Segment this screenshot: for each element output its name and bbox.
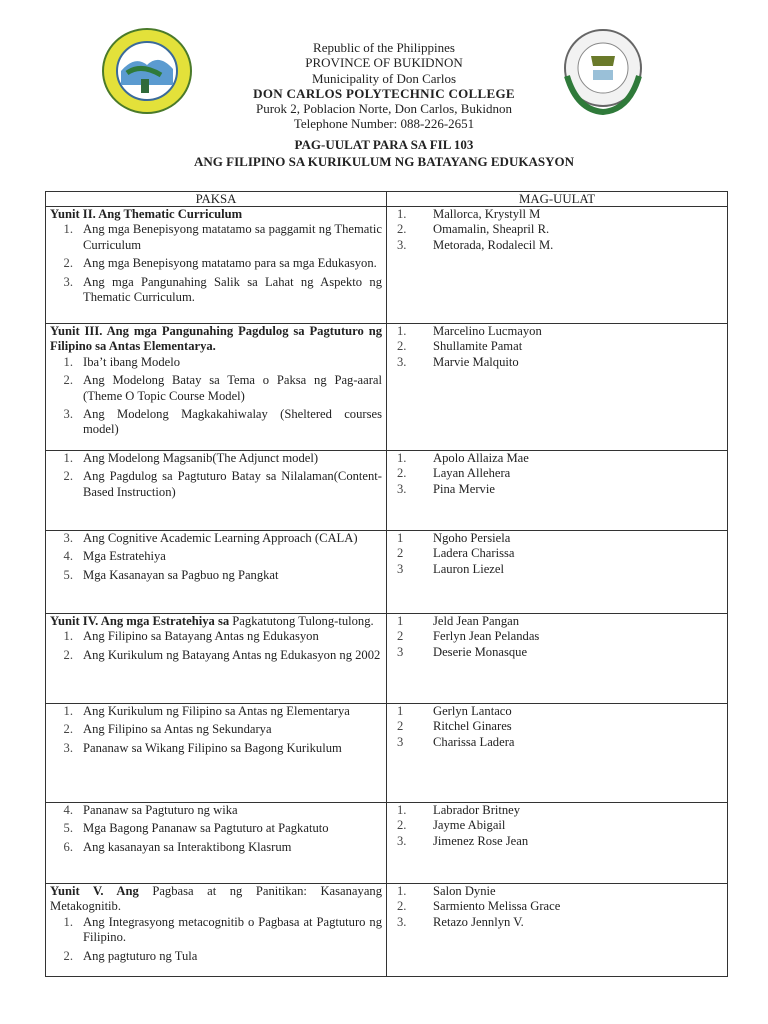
topic-item — [50, 373, 382, 404]
reporter-name: Jeld Jean Pangan — [433, 614, 520, 628]
reporter-item — [387, 735, 723, 750]
reporter-number: 2. — [397, 818, 407, 833]
reporter-number: 1 — [397, 531, 404, 545]
topic-item — [50, 648, 382, 663]
report-assignment-table — [45, 191, 728, 977]
title-line-2: ANG FILIPINO SA KURIKULUM NG BATAYANG EDUKASYON — [194, 154, 574, 169]
topic-item — [50, 469, 382, 500]
unit-heading-bold: Yunit II. Ang Thematic Curriculum — [50, 207, 243, 221]
reporter-item — [387, 803, 723, 818]
topic-item — [50, 355, 382, 370]
reporter-number: 3. — [397, 354, 407, 369]
reporter-name: Deserie Monasque — [433, 644, 528, 659]
reporter-item — [387, 614, 723, 629]
title-line-1: PAG-UULAT PARA SA FIL 103 — [294, 137, 474, 152]
mag-uulat-cell — [387, 451, 728, 531]
table-row — [46, 531, 728, 614]
unit-heading — [50, 614, 382, 629]
topic-item — [50, 549, 382, 564]
topic-number: 5. — [63, 821, 73, 836]
reporter-item — [387, 818, 723, 833]
reporter-name: Marcelino Lucmayon — [433, 324, 542, 338]
reporter-item — [387, 466, 723, 481]
table-row — [46, 207, 728, 324]
paksa-cell — [46, 324, 387, 451]
unit-heading — [50, 884, 382, 915]
topic-item — [50, 629, 382, 644]
reporter-item — [387, 238, 723, 253]
topic-item — [50, 568, 382, 583]
reporter-number: 3 — [397, 734, 404, 749]
reporter-list — [387, 324, 723, 370]
reporter-number: 2. — [397, 339, 407, 354]
reporter-list — [387, 704, 723, 750]
unit-heading-rest: Pagkatutong Tulong-tulong. — [229, 614, 374, 628]
college-name: DON CARLOS POLYTECHNIC COLLEGE — [253, 85, 515, 101]
topic-text: Ang mga Pangunahing Salik sa Lahat ng Aspekto ng Thematic Curriculum. — [83, 274, 382, 305]
reporter-item — [387, 546, 723, 561]
topic-text: Ang mga Benepisyong matatamo para sa mga Edukasyon. — [83, 256, 377, 271]
reporter-name: Jimenez Rose Jean — [433, 833, 529, 848]
reporter-name: Marvie Malquito — [433, 354, 519, 369]
topic-text: Ang Filipino sa Batayang Antas ng Edukasyon — [83, 629, 319, 644]
reporter-item — [387, 562, 723, 577]
topic-text: Ang Kurikulum ng Batayang Antas ng Edukasyon ng 2002 — [83, 647, 381, 662]
paksa-cell — [46, 531, 387, 614]
topic-item — [50, 704, 382, 719]
reporter-item — [387, 704, 723, 719]
unit-heading-bold: Yunit IV. Ang mga Estratehiya sa — [50, 614, 230, 628]
table-header-row — [46, 192, 728, 207]
column-header-paksa: PAKSA — [46, 192, 387, 207]
reporter-number: 2. — [397, 899, 407, 914]
reporter-item — [387, 451, 723, 466]
topic-item — [50, 840, 382, 855]
reporter-number: 2 — [397, 719, 404, 734]
topic-item — [50, 821, 382, 836]
topic-list — [50, 355, 382, 438]
reporter-name: Apolo Allaiza Mae — [433, 451, 529, 465]
topic-text: Iba’t ibang Modelo — [83, 354, 180, 369]
unit-heading-rest: Pagbasa at ng Panitikan: Kasanayang Metakognitib. — [50, 884, 382, 914]
topic-text: Ang Kurikulum ng Filipino sa Antas ng Elementarya — [83, 704, 350, 718]
reporter-item — [387, 834, 723, 849]
reporter-number: 2 — [397, 546, 404, 561]
reporter-name: Salon Dynie — [433, 884, 496, 898]
reporter-list — [387, 207, 723, 253]
paksa-cell — [46, 704, 387, 803]
reporter-number: 1. — [397, 451, 407, 465]
reporter-item — [387, 629, 723, 644]
reporter-number: 2 — [397, 629, 404, 644]
reporter-item — [387, 482, 723, 497]
province-line: PROVINCE OF BUKIDNON — [305, 55, 463, 71]
reporter-number: 1. — [397, 803, 407, 817]
topic-number: 4. — [63, 803, 73, 817]
reporter-item — [387, 207, 723, 222]
reporter-number: 3. — [397, 833, 407, 848]
table-row — [46, 803, 728, 884]
topic-number: 1. — [63, 629, 73, 644]
reporter-name: Mallorca, Krystyll M — [433, 207, 541, 221]
topic-text: Ang kasanayan sa Interaktibong Klasrum — [83, 839, 292, 854]
reporter-item — [387, 339, 723, 354]
unit-heading-bold: Yunit V. Ang — [50, 884, 139, 898]
topic-number: 1. — [63, 914, 73, 929]
reporter-item — [387, 324, 723, 339]
topic-number: 3. — [63, 407, 73, 422]
topic-number: 1. — [63, 354, 73, 369]
topic-text: Ang mga Benepisyong matatamo sa paggamit ng Thematic Curriculum — [83, 222, 382, 252]
topic-list — [50, 803, 382, 855]
topic-text: Ang Modelong Magsanib(The Adjunct model) — [83, 451, 319, 465]
topic-text: Ang Modelong Magkakahiwalay (Sheltered courses model) — [83, 407, 382, 437]
reporter-number: 3 — [397, 644, 404, 659]
reporter-number: 3. — [397, 914, 407, 929]
address-line: Purok 2, Poblacion Norte, Don Carlos, Bukidnon — [255, 101, 512, 117]
topic-item — [50, 915, 382, 946]
reporter-item — [387, 915, 723, 930]
topic-item — [50, 222, 382, 253]
paksa-cell — [46, 803, 387, 884]
mag-uulat-cell — [387, 324, 728, 451]
topic-number: 3. — [63, 531, 73, 545]
reporter-name: Ferlyn Jean Pelandas — [433, 629, 540, 644]
document-title — [0, 136, 768, 170]
reporter-number: 1. — [397, 324, 407, 338]
reporter-number: 3 — [397, 561, 404, 576]
topic-number: 3. — [63, 740, 73, 755]
topic-text: Mga Estratehiya — [83, 549, 166, 564]
paksa-cell — [46, 884, 387, 977]
topic-number: 1. — [63, 704, 73, 718]
topic-text: Mga Kasanayan sa Pagbuo ng Pangkat — [83, 567, 279, 582]
topic-text: Ang Integrasyong metacognitib o Pagbasa at Pagtuturo ng Filipino. — [83, 914, 382, 945]
table-row — [46, 704, 728, 803]
mag-uulat-cell — [387, 531, 728, 614]
topic-number: 2. — [63, 256, 73, 271]
mag-uulat-cell — [387, 803, 728, 884]
topic-list — [50, 704, 382, 756]
reporter-item — [387, 884, 723, 899]
reporter-name: Jayme Abigail — [433, 818, 506, 833]
table-row — [46, 451, 728, 531]
topic-number: 2. — [63, 373, 73, 388]
topic-list — [50, 451, 382, 500]
table-row — [46, 614, 728, 704]
topic-number: 1. — [63, 451, 73, 465]
paksa-cell — [46, 451, 387, 531]
topic-item — [50, 451, 382, 466]
paksa-cell — [46, 207, 387, 324]
reporter-name: Retazo Jennlyn V. — [433, 914, 524, 929]
unit-heading — [50, 324, 382, 355]
topic-number: 3. — [63, 274, 73, 289]
reporter-item — [387, 899, 723, 914]
topic-number: 4. — [63, 549, 73, 564]
topic-list — [50, 531, 382, 583]
republic-line: Republic of the Philippines — [313, 40, 455, 55]
topic-text: Ang pagtuturo ng Tula — [83, 948, 198, 963]
reporter-item — [387, 719, 723, 734]
topic-number: 2. — [63, 722, 73, 737]
topic-number: 6. — [63, 839, 73, 854]
reporter-name: Gerlyn Lantaco — [433, 704, 512, 718]
phone-line: Telephone Number: 088-226-2651 — [293, 116, 475, 132]
table-row — [46, 884, 728, 977]
topic-number: 2. — [63, 469, 73, 484]
municipality-line: Municipality of Don Carlos — [311, 70, 457, 86]
reporter-name: Sarmiento Melissa Grace — [433, 899, 561, 914]
reporter-name: Ladera Charissa — [433, 546, 515, 561]
topic-text: Mga Bagong Pananaw sa Pagtuturo at Pagkatuto — [83, 821, 329, 836]
topic-list — [50, 222, 382, 305]
topic-number: 2. — [63, 948, 73, 963]
topic-text: Ang Filipino sa Antas ng Sekundarya — [83, 722, 272, 737]
topic-item — [50, 275, 382, 306]
reporter-name: Lauron Liezel — [433, 561, 504, 576]
letterhead — [0, 40, 768, 132]
paksa-cell — [46, 614, 387, 704]
reporter-name: Ngoho Persiela — [433, 531, 511, 545]
reporter-name: Layan Allehera — [433, 466, 511, 481]
topic-number: 1. — [63, 222, 73, 237]
reporter-number: 3. — [397, 237, 407, 252]
mag-uulat-cell — [387, 207, 728, 324]
reporter-number: 1 — [397, 704, 404, 718]
mag-uulat-cell — [387, 884, 728, 977]
topic-list — [50, 915, 382, 964]
reporter-number: 2. — [397, 222, 407, 237]
topic-item — [50, 949, 382, 964]
reporter-name: Shullamite Pamat — [433, 339, 523, 354]
reporter-number: 2. — [397, 466, 407, 481]
reporter-name: Metorada, Rodalecil M. — [433, 237, 554, 252]
reporter-name: Pina Mervie — [433, 481, 495, 496]
topic-number: 2. — [63, 647, 73, 662]
reporter-name: Ritchel Ginares — [433, 719, 512, 734]
mag-uulat-cell — [387, 704, 728, 803]
topic-number: 5. — [63, 567, 73, 582]
reporter-list — [387, 531, 723, 577]
reporter-name: Omamalin, Sheapril R. — [433, 222, 550, 237]
topic-text: Pananaw sa Pagtuturo ng wika — [83, 803, 238, 817]
reporter-number: 3. — [397, 481, 407, 496]
reporter-item — [387, 355, 723, 370]
topic-item — [50, 803, 382, 818]
reporter-number: 1. — [397, 884, 407, 898]
mag-uulat-cell — [387, 614, 728, 704]
reporter-item — [387, 222, 723, 237]
reporter-name: Labrador Britney — [433, 803, 521, 817]
reporter-list — [387, 884, 723, 930]
topic-item — [50, 531, 382, 546]
topic-text: Ang Modelong Batay sa Tema o Paksa ng Pag-aaral (Theme O Topic Course Model) — [83, 373, 382, 403]
table-row — [46, 324, 728, 451]
reporter-number: 1 — [397, 614, 404, 628]
topic-item — [50, 741, 382, 756]
topic-item — [50, 256, 382, 271]
reporter-number: 1. — [397, 207, 407, 221]
reporter-list — [387, 803, 723, 849]
reporter-item — [387, 531, 723, 546]
topic-item — [50, 722, 382, 737]
unit-heading-bold: Yunit III. Ang mga Pangunahing Pagdulog sa Pagtuturo ng Filipino sa Antas Elementarya. — [50, 324, 382, 354]
topic-text: Ang Cognitive Academic Learning Approach (CALA) — [83, 531, 358, 545]
topic-item — [50, 407, 382, 438]
reporter-item — [387, 645, 723, 660]
reporter-list — [387, 451, 723, 497]
topic-text: Pananaw sa Wikang Filipino sa Bagong Kurikulum — [83, 740, 342, 755]
topic-text: Ang Pagdulog sa Pagtuturo Batay sa Nilalaman(Content-Based Instruction) — [83, 469, 382, 499]
topic-list — [50, 629, 382, 663]
reporter-name: Charissa Ladera — [433, 734, 515, 749]
column-header-mag-uulat: MAG-UULAT — [387, 192, 728, 207]
reporter-list — [387, 614, 723, 660]
unit-heading — [50, 207, 382, 222]
